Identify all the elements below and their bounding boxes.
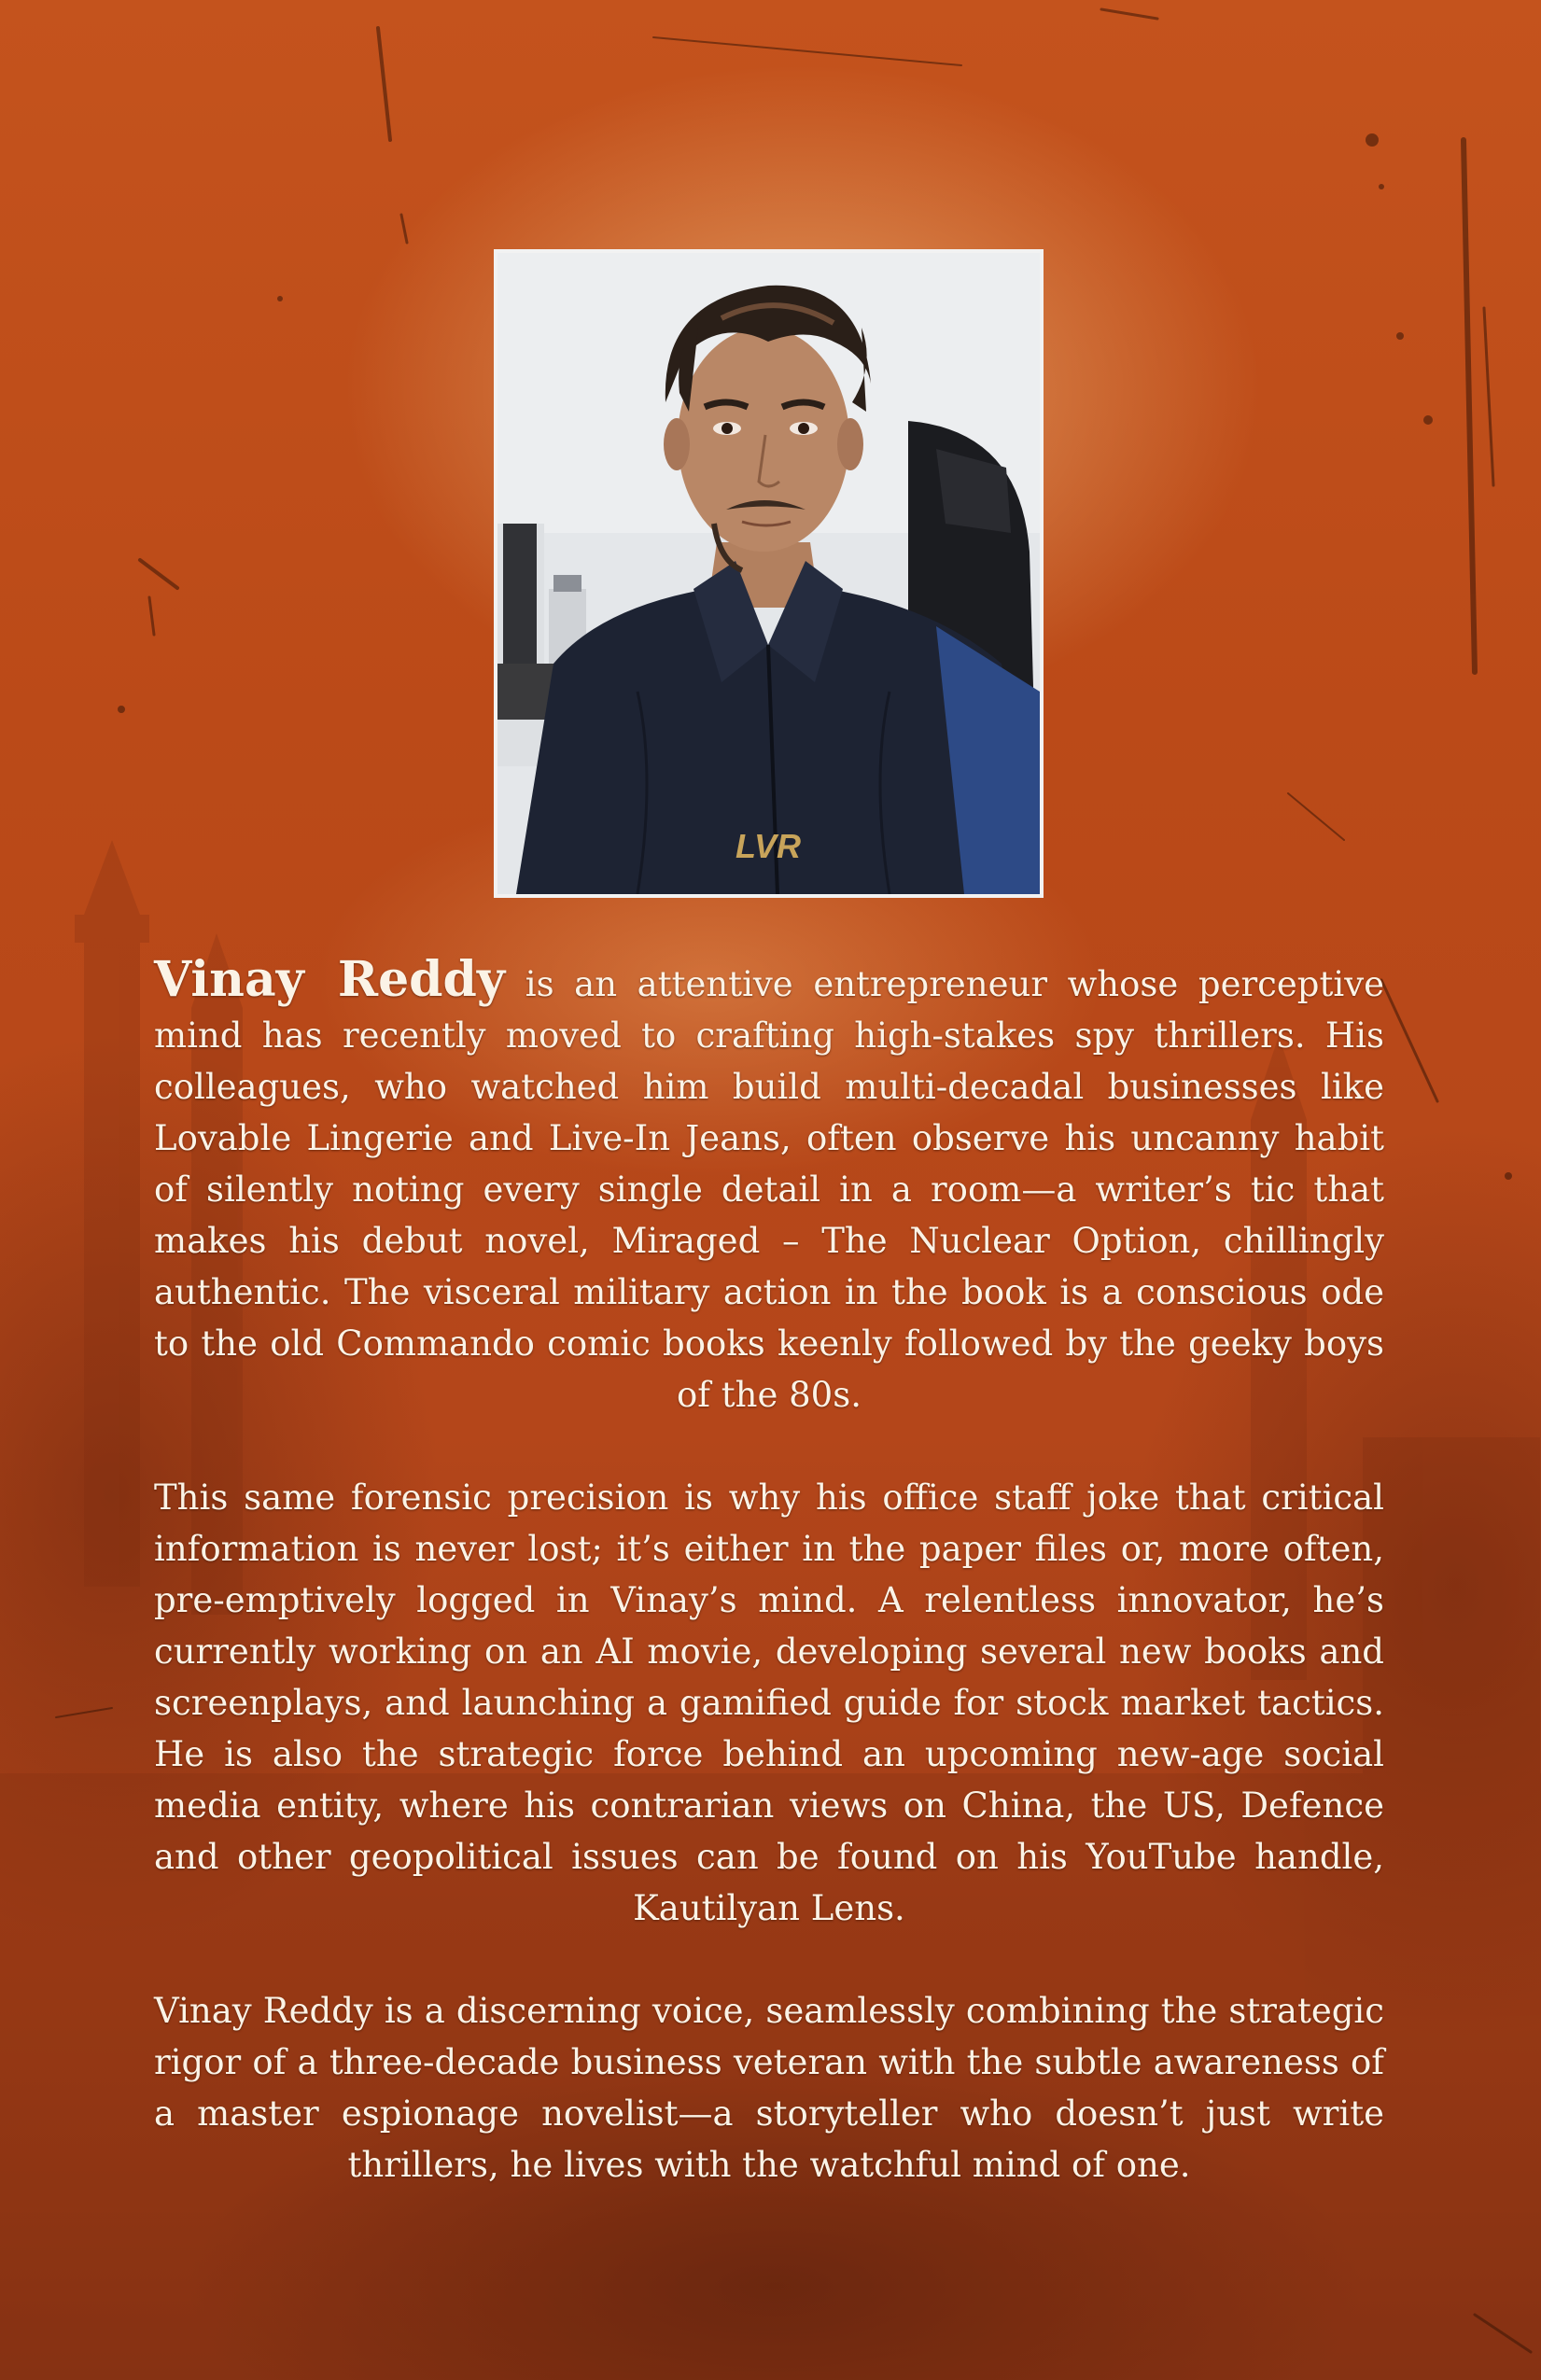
author-photo (494, 249, 1044, 898)
bio-paragraph-3: Vinay Reddy is a discerning voice, seamlessly combining the strategic rigor of a three-decade business veteran with the subtle awareness of a master espionage novelist—a storyteller who doesn’t just write thrillers, he lives with the watchful mind of one. (154, 1991, 1384, 2185)
bio-paragraph-2: This same forensic precision is why his office staff joke that critical information is never lost; it’s either in the paper files or, more often, pre-emptively logged in Vinay’s mind. A relentless innovator, he’s currently working on an AI movie, developing several new books and screenplays, and launching a gamified guide for stock market tactics. He is also the strategic force behind an upcoming new-age social media entity, where his contrarian views on China, the US, Defence and other geopolitical issues can be found on his YouTube handle, Kautilyan Lens. (154, 1477, 1384, 1928)
bio-paragraph-1-text: is an attentive entrepreneur whose perceptive mind has recently moved to crafting high-stakes spy thrillers. His colleagues, who watched him build multi-decadal businesses like Lovable Lingerie and Live-In Jeans, often observe his uncanny habit of silently noting every single detail in a room—a writer’s tic that makes his debut novel, Miraged – The Nuclear Option, chillingly authentic. The visceral military action in the book is a conscious ode to the old Commando comic books keenly followed by the geeky boys of the 80s. (154, 964, 1384, 1415)
bio-paragraph-1 (154, 951, 1384, 1421)
jacket-logo: LVR (735, 827, 802, 865)
author-name: Vinay Reddy (154, 951, 506, 1008)
author-bio (154, 951, 1384, 2191)
